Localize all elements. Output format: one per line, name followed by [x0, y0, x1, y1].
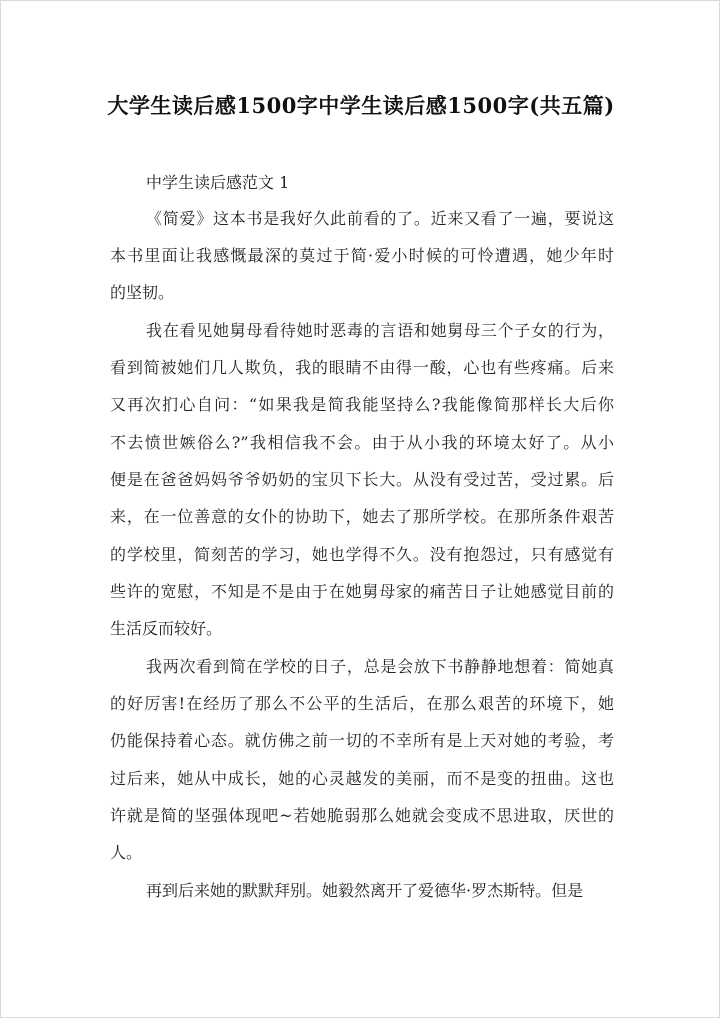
- paragraph-2-line-5: 便是在爸爸妈妈爷爷奶奶的宝贝下长大。从没有受过苦，受过累。后: [110, 470, 614, 489]
- paragraph-3-line-5: 许就是简的坚强体现吧~若她脆弱那么她就会变成不思进取，厌世的: [110, 806, 614, 825]
- paragraph-3-line-3: 仍能保持着心态。就仿佛之前一切的不幸所有是上天对她的考验，考: [110, 731, 614, 750]
- paragraph-4-line-1: 再到后来她的默默拜别。她毅然离开了爱德华·罗杰斯特。但是: [146, 881, 584, 900]
- paragraph-1-line-1: 《简爱》这本书是我好久此前看的了。近来又看了一遍，要说这: [146, 209, 614, 228]
- paragraph-2-line-2: 看到简被她们几人欺负，我的眼睛不由得一酸，心也有些疼痛。后来: [110, 358, 614, 377]
- paragraph-3-line-6: 人。: [110, 843, 143, 862]
- paragraph-1-line-3: 的坚韧。: [110, 283, 175, 302]
- paragraph-2-line-3: 又再次扪心自问：“如果我是简我能坚持么?我能像简那样长大后你: [110, 395, 614, 414]
- paragraph-3-line-1: 我两次看到简在学校的日子，总是会放下书静静地想着：简她真: [146, 657, 614, 676]
- paragraph-1-line-2: 本书里面让我感慨最深的莫过于简·爱小时候的可怜遭遇，她少年时: [110, 246, 614, 265]
- section-heading: 中学生读后感范文 1: [146, 173, 290, 192]
- paragraph-3-line-4: 过后来，她从中成长，她的心灵越发的美丽，而不是变的扭曲。这也: [110, 769, 614, 788]
- paragraph-2-line-8: 些许的宽慰，不知是不是由于在她舅母家的痛苦日子让她感觉目前的: [110, 582, 614, 601]
- paragraph-2-line-1: 我在看见她舅母看待她时恶毒的言语和她舅母三个子女的行为，: [146, 321, 614, 340]
- paragraph-2-line-7: 的学校里，简刻苦的学习，她也学得不久。没有抱怨过，只有感觉有: [110, 545, 614, 564]
- paragraph-2-line-4: 不去愤世嫉俗么?”我相信我不会。由于从小我的环境太好了。从小: [110, 433, 614, 452]
- paragraph-2-line-9: 生活反而较好。: [110, 619, 223, 638]
- paragraph-2-line-6: 来，在一位善意的女仆的协助下，她去了那所学校。在那所条件艰苦: [110, 507, 614, 526]
- document-title: 大学生读后感1500字中学生读后感1500字(共五篇): [107, 93, 615, 118]
- paragraph-3-line-2: 的好厉害!在经历了那么不公平的生活后，在那么艰苦的环境下，她: [110, 694, 614, 713]
